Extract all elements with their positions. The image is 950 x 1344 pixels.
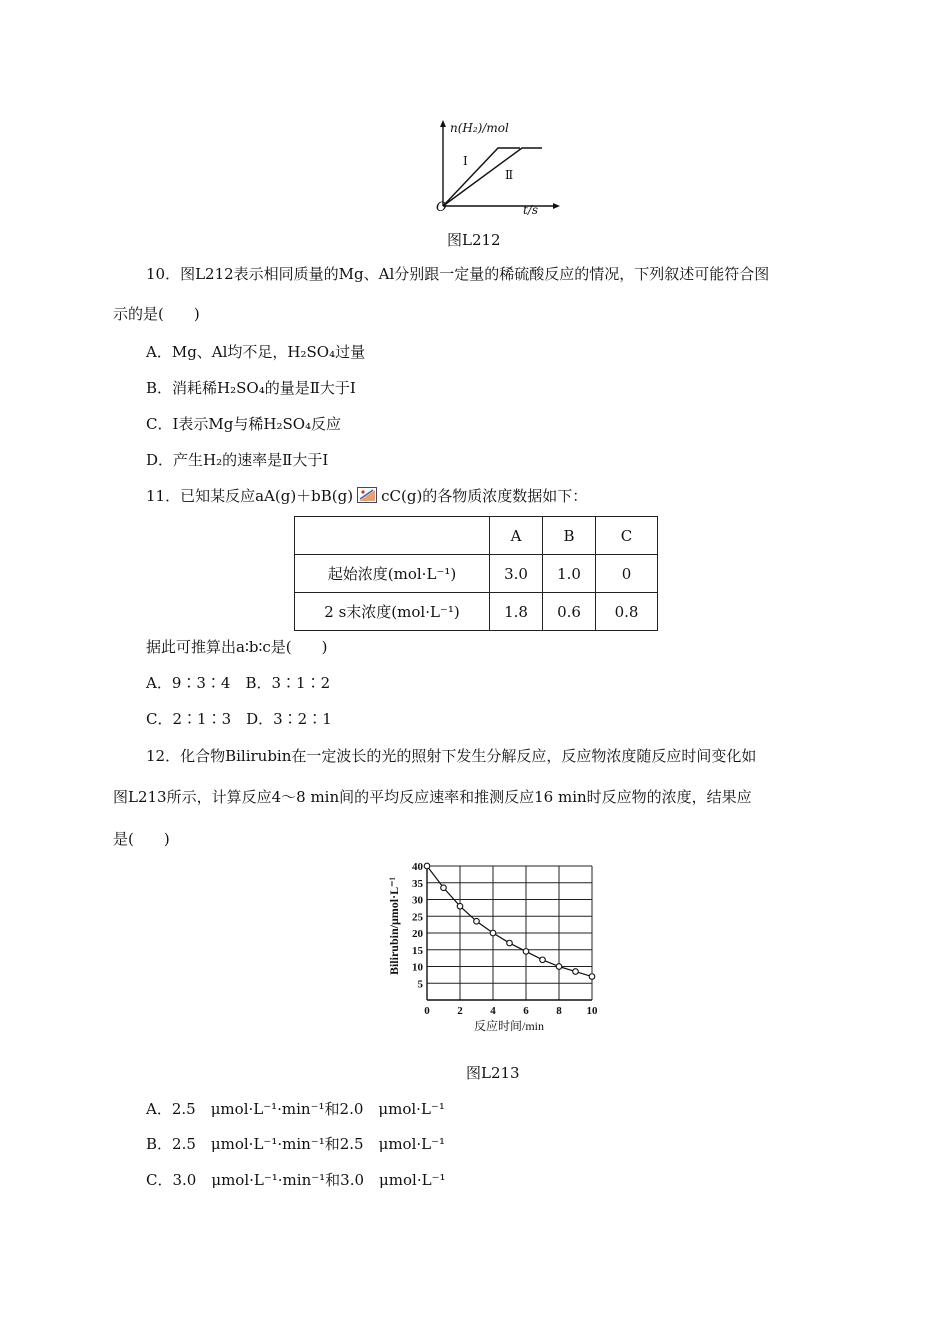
table-header-cell: [295, 517, 490, 555]
x-tick-label: 0: [424, 1005, 430, 1017]
bilirubin-chart: [382, 856, 612, 1036]
equilibrium-arrow-icon: [357, 487, 377, 503]
fig2-caption: 图L213: [466, 1064, 520, 1082]
x-tick-label: 2: [457, 1005, 463, 1017]
q11-stem: [146, 485, 587, 506]
table-header-row: [295, 517, 658, 555]
y-tick-label: 40: [412, 861, 423, 873]
q10-option-b: B．消耗稀H₂SO₄的量是Ⅱ大于Ⅰ: [146, 379, 356, 397]
data-point: [523, 949, 529, 955]
q11-after: 据此可推算出a∶b∶c是( ): [146, 638, 328, 656]
data-point: [490, 930, 496, 936]
table-cell: 2 s末浓度(mol·L⁻¹): [295, 593, 490, 631]
x-tick-label: 10: [586, 1005, 598, 1017]
q10-stem-line1: 10．图L212表示相同质量的Mg、Al分别跟一定量的稀硫酸反应的情况，下列叙述可能符合图: [146, 265, 770, 283]
y-tick-label: 35: [412, 877, 423, 890]
q11-stem-prefix: 11．已知某反应aA(g)＋bB(g): [146, 487, 354, 505]
x-tick-label: 6: [523, 1005, 529, 1017]
table-cell: 0.8: [596, 593, 658, 631]
data-point: [457, 903, 463, 909]
y-tick-label: 10: [412, 961, 423, 974]
data-point: [474, 918, 480, 924]
y-tick-label: 25: [412, 911, 423, 924]
q10-option-d: D．产生H₂的速率是Ⅱ大于Ⅰ: [146, 451, 329, 469]
curve-ii: [443, 148, 542, 206]
table-cell: 3.0: [490, 555, 543, 593]
q10-option-c: C．Ⅰ表示Mg与稀H₂SO₄反应: [146, 415, 342, 433]
data-point: [573, 969, 579, 975]
q10-option-a: A．Mg、Al均不足，H₂SO₄过量: [146, 343, 366, 361]
data-point: [424, 863, 430, 869]
chart-ylabel: Bilirubin/μmol·L⁻¹: [387, 876, 401, 976]
y-axis-arrow: [440, 120, 446, 127]
x-tick-label: 4: [490, 1005, 496, 1017]
fig1-label-ii: Ⅱ: [505, 168, 514, 182]
y-tick-label: 20: [412, 928, 423, 940]
fig1-caption: 图L212: [447, 231, 501, 249]
data-point: [556, 964, 562, 970]
q12-option-c: C．3.0 μmol·L⁻¹·min⁻¹和3.0 μmol·L⁻¹: [146, 1171, 446, 1189]
fig1-xlabel: t/s: [523, 203, 539, 217]
q12-option-b: B．2.5 μmol·L⁻¹·min⁻¹和2.5 μmol·L⁻¹: [146, 1135, 446, 1153]
table-cell: 0: [596, 555, 658, 593]
fig1-ylabel: n(H₂)/mol: [450, 121, 509, 135]
q11-options-line2: C．2∶1∶3 D．3∶2∶1: [146, 710, 332, 728]
q11-options-line1: A．9∶3∶4 B．3∶1∶2: [146, 674, 331, 692]
table-header-cell: A: [490, 517, 543, 555]
chart-xlabel: 反应时间/min: [473, 1019, 545, 1033]
q12-stem-line3: 是( ): [113, 830, 170, 848]
q10-stem-line2: 示的是( ): [113, 305, 200, 323]
y-tick-label: 5: [417, 978, 423, 991]
x-axis-arrow: [553, 203, 560, 209]
x-tick-label: 8: [556, 1005, 562, 1017]
table-row: [295, 555, 658, 593]
fig1-label-i: Ⅰ: [463, 154, 468, 168]
table-row: [295, 593, 658, 631]
q12-stem-line2: 图L213所示，计算反应4～8 min间的平均反应速率和推测反应16 min时反应物的浓度，结果应: [113, 788, 752, 806]
table-cell: 0.6: [543, 593, 596, 631]
data-point: [441, 885, 447, 891]
concentration-table: [294, 516, 658, 631]
chart-points: [424, 863, 595, 979]
y-tick-label: 15: [412, 944, 423, 957]
chart-ticks: [412, 861, 598, 1017]
q12-option-a: A．2.5 μmol·L⁻¹·min⁻¹和2.0 μmol·L⁻¹: [146, 1100, 445, 1118]
q12-stem-line1: 12．化合物Bilirubin在一定波长的光的照射下发生分解反应，反应物浓度随反应时间变化如: [146, 747, 757, 765]
table-cell: 起始浓度(mol·L⁻¹): [295, 555, 490, 593]
data-point: [540, 957, 546, 963]
table-header-cell: C: [596, 517, 658, 555]
chart-grid: [427, 866, 592, 1000]
data-point: [589, 974, 595, 980]
table-cell: 1.0: [543, 555, 596, 593]
fig1-origin: O: [436, 200, 447, 215]
data-point: [507, 940, 513, 946]
table-header-cell: B: [543, 517, 596, 555]
q11-stem-suffix: cC(g)的各物质浓度数据如下：: [381, 487, 588, 505]
y-tick-label: 30: [412, 894, 423, 907]
table-cell: 1.8: [490, 593, 543, 631]
